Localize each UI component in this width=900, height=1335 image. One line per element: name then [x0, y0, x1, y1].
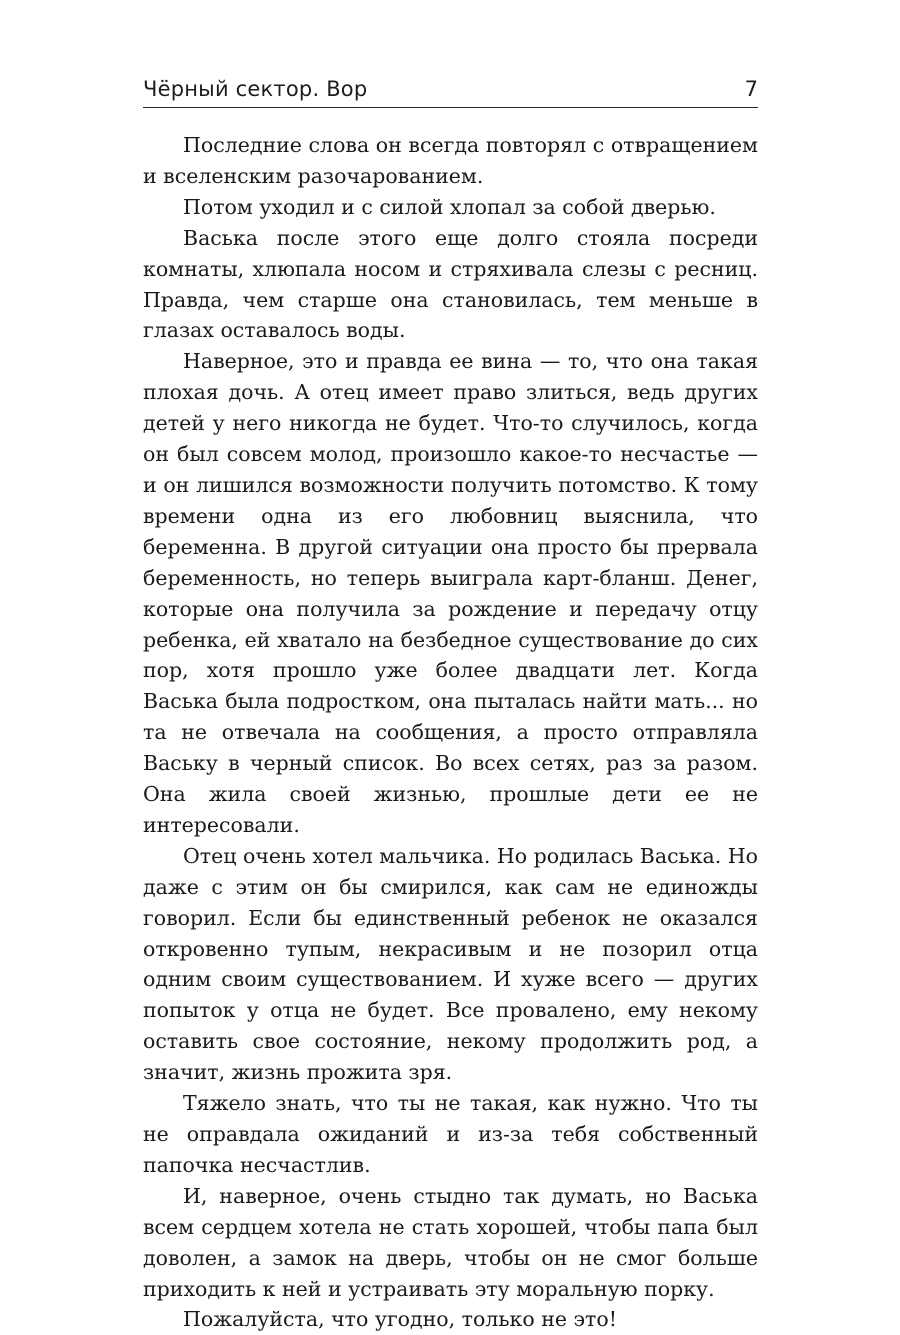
page-number: 7 [744, 77, 758, 101]
paragraph: Отец очень хотел мальчика. Но родилась Васька. Но даже с этим он бы смирился, как сам не единожды говорил. Если бы единственный ребенок не оказался откровенно тупым, некрасивым и не позорил отца одним своим существованием. И хуже всего — других попыток у отца не будет. Все провалено, ему некому оставить свое состояние, некому продолжить род, а значит, жизнь прожита зря. [143, 843, 759, 1085]
paragraph: Потом уходил и с силой хлопал за собой дверью. [183, 194, 716, 219]
running-title: Чёрный сектор. Вор [143, 77, 368, 101]
paragraph: И, наверное, очень стыдно так думать, но Васька всем сердцем хотела не стать хорошей, чтобы папа был доволен, а замок на дверь, чтобы он не смог больше приходить к ней и устраивать эту моральную порку. [143, 1183, 758, 1301]
paragraph: Тяжело знать, что ты не такая, как нужно. Что ты не оправдала ожиданий и из-за тебя собственный папочка несчастлив. [143, 1091, 758, 1177]
body-text [143, 130, 758, 1335]
paragraph: Наверное, это и правда ее вина — то, что она такая плохая дочь. А отец имеет право злиться, ведь других детей у него никогда не будет. Что-то случилось, когда он был совсем молод, произошло какое-то несчастье — и он лишился возможности получить потомство. К тому времени одна из его любовниц выяснила, что беременна. В другой ситуации она просто бы прервала беременность, но теперь выиграла карт-бланш. Денег, которые она получила за рождение и передачу отцу ребенка, ей хватало на безбедное существование до сих пор, хотя прошло уже более двадцати лет. Когда Васька была подростком, она пыталась найти мать... но та не отвечала на сообщения, а просто отправляла Ваську в черный список. Во всех сетях, раз за разом. Она жила своей жизнью, прошлые дети ее не интересовали. [143, 349, 758, 837]
paragraph: Пожалуйста, что угодно, только не это! [183, 1307, 617, 1332]
paragraph: Васька после этого еще долго стояла посреди комнаты, хлюпала носом и стряхивала слезы с ресниц. Правда, чем старше она становилась, тем меньше в глазах оставалось воды. [143, 225, 758, 343]
header-rule [143, 107, 758, 108]
paragraph: Последние слова он всегда повторял с отвращением и вселенским разочарованием. [143, 133, 758, 188]
running-header [143, 74, 758, 104]
